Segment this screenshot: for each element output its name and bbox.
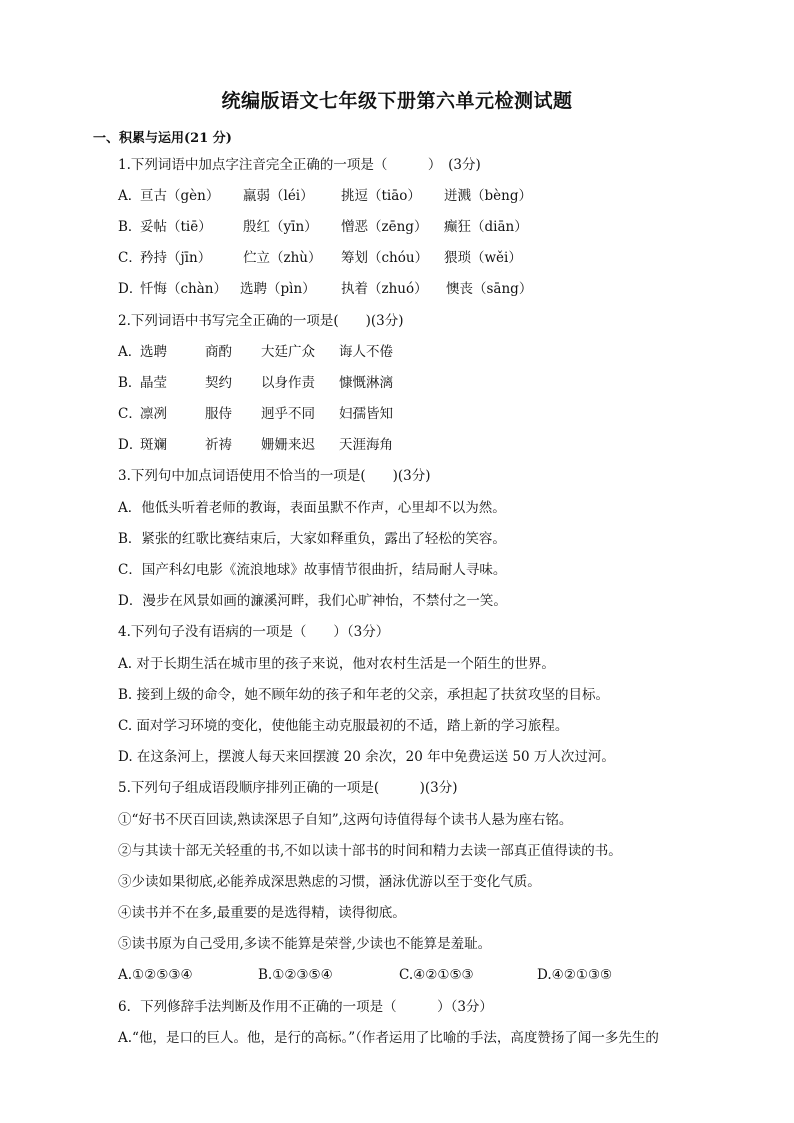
page-title: 统编版语文七年级下册第六单元检测试题 bbox=[221, 90, 573, 112]
question-3-option-a: A．他低头听着老师的教诲，表面虽默不作声，心里却不以为然。 bbox=[118, 500, 506, 516]
question-4-option-c: C. 面对学习环境的变化，使他能主动克服最初的不适，踏上新的学习旅程。 bbox=[118, 718, 569, 734]
question-5-choices bbox=[118, 966, 612, 984]
question-1-option-d: D．忏悔（chàn） 选聘（pìn） 执着（zhuó） 懊丧（sāng） bbox=[118, 281, 533, 297]
question-4-option-b: B. 接到上级的命令，她不顾年幼的孩子和年老的父亲，承担起了扶贫攻坚的目标。 bbox=[118, 687, 610, 703]
question-5-sentence-3: ③少读如果彻底,必能养成深思熟虑的习惯，涵泳优游以至于变化气质。 bbox=[118, 874, 541, 890]
question-5-choice-c: C.④②①⑤③ bbox=[399, 967, 474, 983]
question-1-stem: 1.下列词语中加点字注音完全正确的一项是（ ） (3分) bbox=[118, 157, 481, 173]
question-2-option-d: D．斑斓 祈祷 姗姗来迟 天涯海角 bbox=[118, 437, 393, 453]
question-1-option-c: C．矜持（jīn） 伫立（zhù） 筹划（chóu） 猥琐（wěi） bbox=[118, 250, 522, 266]
section-heading: 一、积累与运用(21 分) bbox=[93, 131, 232, 146]
question-5-choice-a: A.①②⑤③④ bbox=[118, 967, 193, 983]
question-6-stem: 6．下列修辞手法判断及作用不正确的一项是（ ）（3分） bbox=[118, 999, 493, 1015]
question-5-sentence-1: ①“好书不厌百回读,熟读深思子自知”,这两句诗值得每个读书人悬为座右铭。 bbox=[118, 812, 573, 828]
question-2-option-a: A．选聘 商酌 大廷广众 诲人不倦 bbox=[118, 344, 393, 360]
question-5-sentence-2: ②与其读十部无关轻重的书,不如以读十部书的时间和精力去读一部真正值得读的书。 bbox=[118, 843, 622, 859]
question-5-sentence-5: ⑤读书原为自己受用,多读不能算是荣誉,少读也不能算是羞耻。 bbox=[118, 936, 492, 952]
question-1-option-b: B．妥帖（tiē） 殷红（yīn） 憎恶（zēng） 癫狂（diān） bbox=[118, 219, 528, 235]
question-3-option-b: B．紧张的红歌比赛结束后，大家如释重负，露出了轻松的笑容。 bbox=[118, 531, 506, 547]
question-2-option-c: C．凛冽 服侍 迥乎不同 妇孺皆知 bbox=[118, 406, 393, 422]
question-3-option-d: D．漫步在风景如画的濂溪河畔，我们心旷神怡，不禁付之一笑。 bbox=[118, 593, 507, 609]
question-1-option-a: A．亘古（gèn） 羸弱（léi） 挑逗（tiāo） 迸溅（bèng） bbox=[118, 188, 532, 204]
question-4-option-d: D. 在这条河上，摆渡人每天来回摆渡 20 余次，20 年中免费运送 50 万人次过河。 bbox=[118, 749, 615, 765]
question-4-stem: 4.下列句子没有语病的一项是（ ）（3分） bbox=[118, 624, 390, 640]
question-4-option-a: A. 对于长期生活在城市里的孩子来说，他对农村生活是一个陌生的世界。 bbox=[118, 656, 555, 672]
question-5-sentence-4: ④读书并不在多,最重要的是选得精，读得彻底。 bbox=[118, 905, 406, 921]
question-5-stem: 5.下列句子组成语段顺序排列正确的一项是( )(3分) bbox=[118, 780, 458, 796]
question-5-choice-b: B.①②③⑤④ bbox=[258, 967, 333, 983]
question-5-choice-d: D.④②①③⑤ bbox=[537, 967, 613, 983]
question-3-option-c: C．国产科幻电影《流浪地球》故事情节很曲折，结局耐人寻味。 bbox=[118, 562, 507, 578]
question-3-stem: 3.下列句中加点词语使用不恰当的一项是( )(3分) bbox=[118, 468, 431, 484]
question-2-option-b: B．晶莹 契约 以身作责 慷慨淋漓 bbox=[118, 375, 393, 391]
question-6-option-a: A.“他，是口的巨人。他，是行的高标。”（作者运用了比喻的手法，高度赞扬了闻一多先生的 bbox=[118, 1030, 659, 1046]
question-2-stem: 2.下列词语中书写完全正确的一项是( )(3分) bbox=[118, 313, 404, 329]
